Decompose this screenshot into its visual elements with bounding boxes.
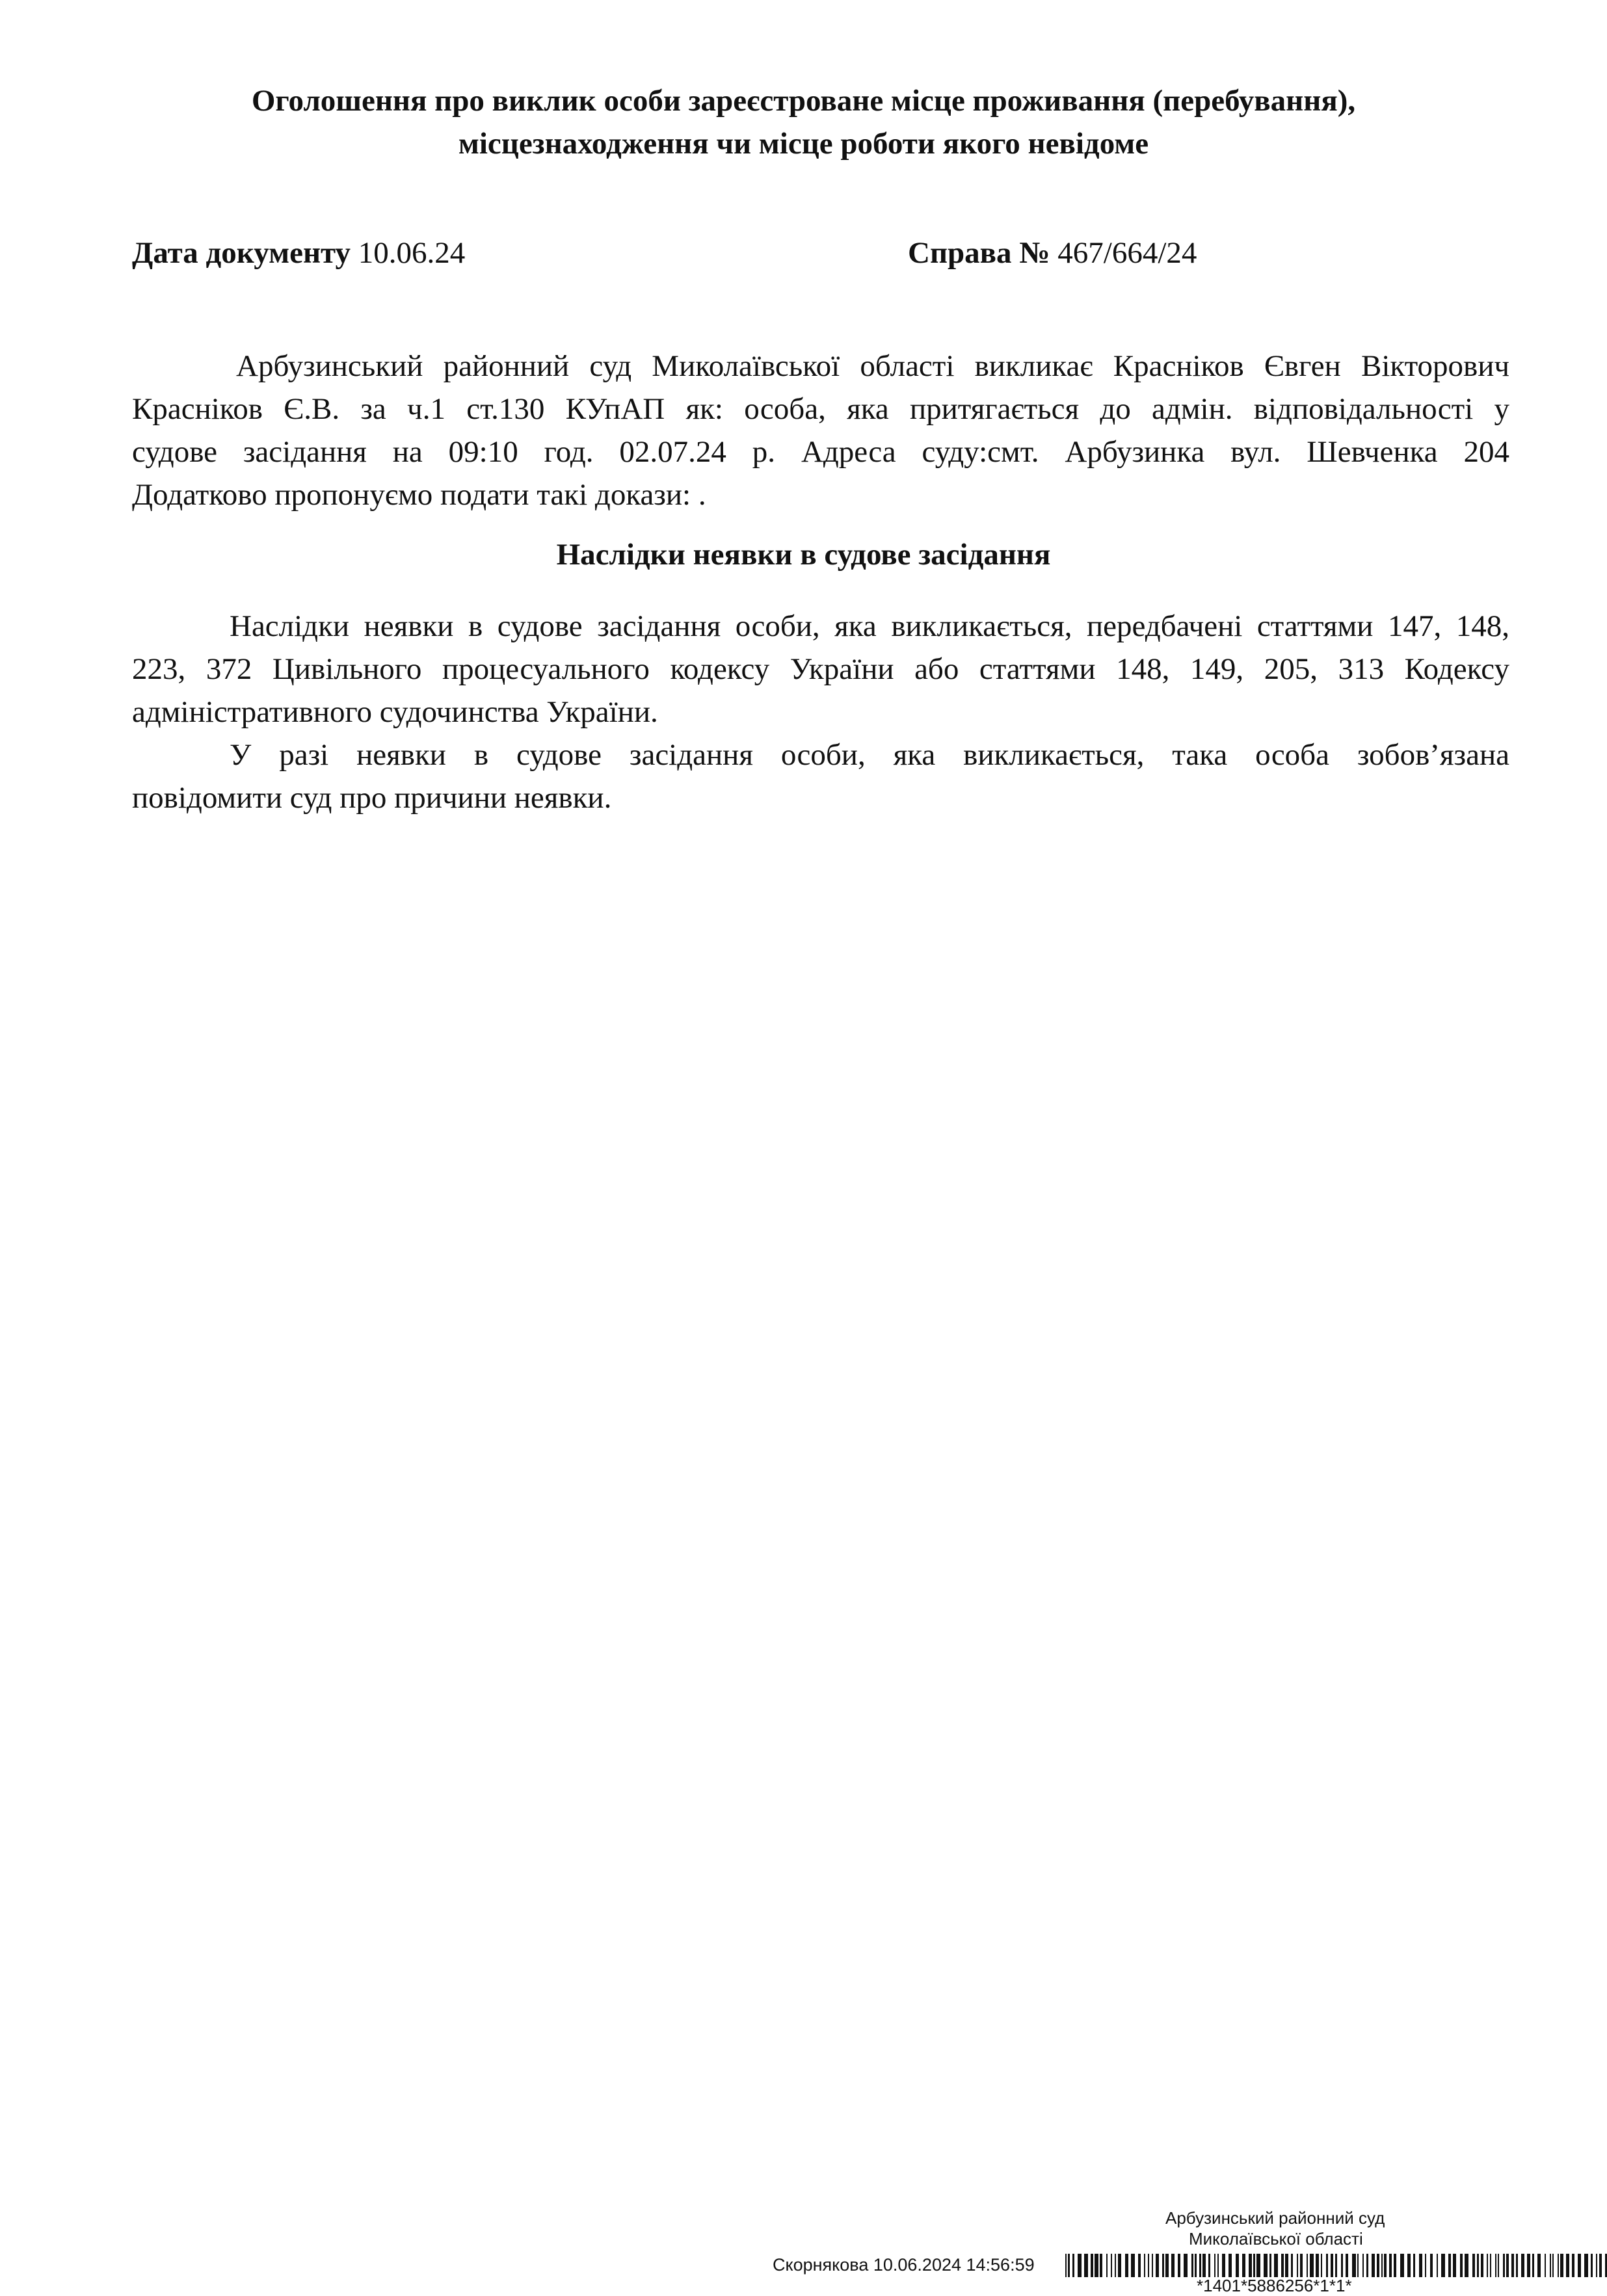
barcode-bar — [1413, 2254, 1415, 2277]
barcode-bar — [1352, 2254, 1356, 2277]
barcode-bar — [1552, 2254, 1554, 2277]
barcode-bar — [1118, 2254, 1121, 2277]
case-number — [908, 235, 1197, 271]
barcode-bar — [1228, 2254, 1232, 2277]
barcode-bar — [1217, 2254, 1219, 2277]
barcode-bar — [1156, 2254, 1159, 2277]
barcode-bar — [1394, 2254, 1396, 2277]
barcode-bar — [1357, 2254, 1359, 2277]
barcode-bar — [1285, 2254, 1288, 2277]
barcode-bar — [1341, 2254, 1343, 2277]
barcode-bar — [1199, 2254, 1201, 2277]
barcode-bar — [1381, 2254, 1383, 2277]
barcode-bar — [1362, 2254, 1364, 2277]
barcode-bar — [1148, 2254, 1149, 2277]
barcode-bar — [1366, 2254, 1368, 2277]
barcode-bar — [1487, 2254, 1488, 2277]
barcode-bar — [1171, 2254, 1175, 2277]
barcode-bar — [1291, 2254, 1293, 2277]
barcode-bar — [1495, 2254, 1496, 2277]
barcode-bar — [1078, 2254, 1082, 2277]
consequences-line: адміністративного судочинства України. — [132, 695, 658, 729]
barcode-bar — [1106, 2254, 1108, 2277]
barcode-bar — [1460, 2254, 1463, 2277]
barcode-bar — [1566, 2254, 1569, 2277]
consequences-line: У разі неявки в судове засідання особи, яка викликається, така особа зобов’язана — [230, 738, 1509, 772]
barcode-bar — [1264, 2254, 1268, 2277]
barcode-bar — [1481, 2254, 1483, 2277]
document-date — [132, 235, 465, 271]
summons-line: судове засідання на 09:10 год. 02.07.24 р. Адреса суду:смт. Арбузинка вул. Шевченка 204 — [132, 435, 1509, 469]
document-date-value: 10.06.24 — [358, 236, 466, 270]
summons-paragraph — [132, 345, 1509, 516]
barcode-bar — [1084, 2254, 1088, 2277]
barcode-bar — [1490, 2254, 1491, 2277]
document-title-line-2: місцезнаходження чи місце роботи якого невідоме — [458, 127, 1149, 161]
barcode-bar — [1184, 2254, 1188, 2277]
barcode-bar — [1550, 2254, 1551, 2277]
barcode-bar — [1331, 2254, 1333, 2277]
barcode-bar — [1389, 2254, 1392, 2277]
barcode-code: *1401*5886256*1*1* — [1197, 2276, 1352, 2295]
barcode-bar — [1191, 2254, 1193, 2277]
barcode-bar — [1384, 2254, 1387, 2277]
barcode-bar — [1599, 2254, 1602, 2277]
barcode-bar — [1316, 2254, 1319, 2277]
barcode-bar — [1441, 2254, 1445, 2277]
barcode-bar — [1095, 2254, 1098, 2277]
barcode-bar — [1560, 2254, 1563, 2277]
barcode-bar — [1453, 2254, 1456, 2277]
barcode-bar — [1400, 2254, 1404, 2277]
barcode-bar — [1596, 2254, 1597, 2277]
document-title-line-1: Оголошення про виклик особи зареєстроване місце проживання (перебування), — [251, 84, 1356, 118]
barcode-bar — [1498, 2254, 1499, 2277]
barcode-bar — [1527, 2254, 1530, 2277]
barcode-bar — [1472, 2254, 1475, 2277]
consequences-line: Наслідки неявки в судове засідання особи, яка викликається, передбачені статтями 147, 148, — [230, 609, 1509, 643]
barcode-bar — [1111, 2254, 1112, 2277]
consequences-paragraph — [132, 605, 1509, 819]
barcode-bar — [1100, 2254, 1102, 2277]
barcode-bar — [1144, 2254, 1145, 2277]
barcode-bar — [1506, 2254, 1509, 2277]
barcode-bar — [1532, 2254, 1534, 2277]
barcode-bar — [1131, 2254, 1135, 2277]
summons-line: Красніков Є.В. за ч.1 ст.130 КУпАП як: особа, яка притягається до адмін. відповідальності у — [132, 392, 1509, 426]
document-date-label: Дата документу — [132, 236, 351, 270]
barcode-bar — [1138, 2254, 1141, 2277]
barcode-bar — [1430, 2254, 1433, 2277]
barcode-bar — [1253, 2254, 1255, 2277]
barcode-bar — [1202, 2254, 1206, 2277]
barcode-bar — [1346, 2254, 1348, 2277]
barcode-bar — [1407, 2254, 1411, 2277]
barcode-bar — [1236, 2254, 1239, 2277]
barcode-bar — [1274, 2254, 1278, 2277]
document-title — [130, 79, 1477, 165]
barcode-bar — [1584, 2254, 1588, 2277]
barcode-bar — [1572, 2254, 1574, 2277]
barcode-bar — [1372, 2254, 1375, 2277]
barcode-bar — [1591, 2254, 1593, 2277]
summons-line: Додатково пропонуємо подати такі докази: . — [132, 478, 706, 512]
barcode-bar — [1068, 2254, 1070, 2277]
case-number-value: 467/664/24 — [1057, 236, 1197, 270]
barcode-bar — [1249, 2254, 1252, 2277]
barcode-bar — [1545, 2254, 1546, 2277]
barcode-bar — [1152, 2254, 1153, 2277]
barcode-bar — [1256, 2254, 1260, 2277]
consequences-line: повідомити суд про причини неявки. — [132, 781, 612, 815]
barcode-bar — [1425, 2254, 1426, 2277]
barcode-bar — [1222, 2254, 1225, 2277]
barcode-bar — [1281, 2254, 1284, 2277]
barcode-bar — [1321, 2254, 1322, 2277]
barcode-bar — [1465, 2254, 1468, 2277]
barcode-bar — [1419, 2254, 1422, 2277]
barcode-bar — [1558, 2254, 1559, 2277]
consequences-line: 223, 372 Цивільного процесуального кодексу України або статтями 148, 149, 205, 313 Кодексу — [132, 652, 1509, 686]
barcode-bar — [1195, 2254, 1197, 2277]
barcode-bar — [1214, 2254, 1215, 2277]
barcode-bar — [1208, 2254, 1210, 2277]
barcode-bar — [1091, 2254, 1093, 2277]
barcode-bar — [1521, 2254, 1524, 2277]
stamp-court-region: Миколаївської області — [1189, 2229, 1363, 2249]
barcode-bar — [1072, 2254, 1074, 2277]
barcode-bar — [1162, 2254, 1164, 2277]
barcode-bar — [1242, 2254, 1245, 2277]
barcode-bar — [1516, 2254, 1518, 2277]
barcode-bar — [1437, 2254, 1438, 2277]
stamp-signer: Скорнякова 10.06.2024 14:56:59 — [773, 2255, 1035, 2275]
barcode-bar — [1065, 2254, 1067, 2277]
case-number-label: Справа № — [908, 236, 1050, 270]
barcode-bar — [1269, 2254, 1271, 2277]
stamp-court-name: Арбузинський районний суд — [1165, 2208, 1385, 2228]
barcode-bar — [1310, 2254, 1314, 2277]
barcode-bar — [1578, 2254, 1581, 2277]
barcode-bar — [1511, 2254, 1514, 2277]
barcode-bar — [1377, 2254, 1379, 2277]
barcode-bar — [1115, 2254, 1116, 2277]
barcode-bar — [1448, 2254, 1451, 2277]
barcode-bar — [1477, 2254, 1479, 2277]
barcode-bar — [1335, 2254, 1337, 2277]
barcode-bar — [1165, 2254, 1169, 2277]
barcode-bar — [1326, 2254, 1328, 2277]
barcode-bar — [1297, 2254, 1298, 2277]
barcode-bar — [1307, 2254, 1308, 2277]
barcode-bar — [1503, 2254, 1505, 2277]
barcode-graphic — [1065, 2254, 1607, 2277]
summons-line: Арбузинський районний суд Миколаївської області викликає Красніков Євген Вікторович — [236, 349, 1509, 383]
barcode-bar — [1537, 2254, 1541, 2277]
barcode-bar — [1125, 2254, 1128, 2277]
barcode-bar — [1178, 2254, 1180, 2277]
consequences-heading: Наслідки неявки в судове засідання — [556, 538, 1051, 572]
barcode-bar — [1300, 2254, 1303, 2277]
